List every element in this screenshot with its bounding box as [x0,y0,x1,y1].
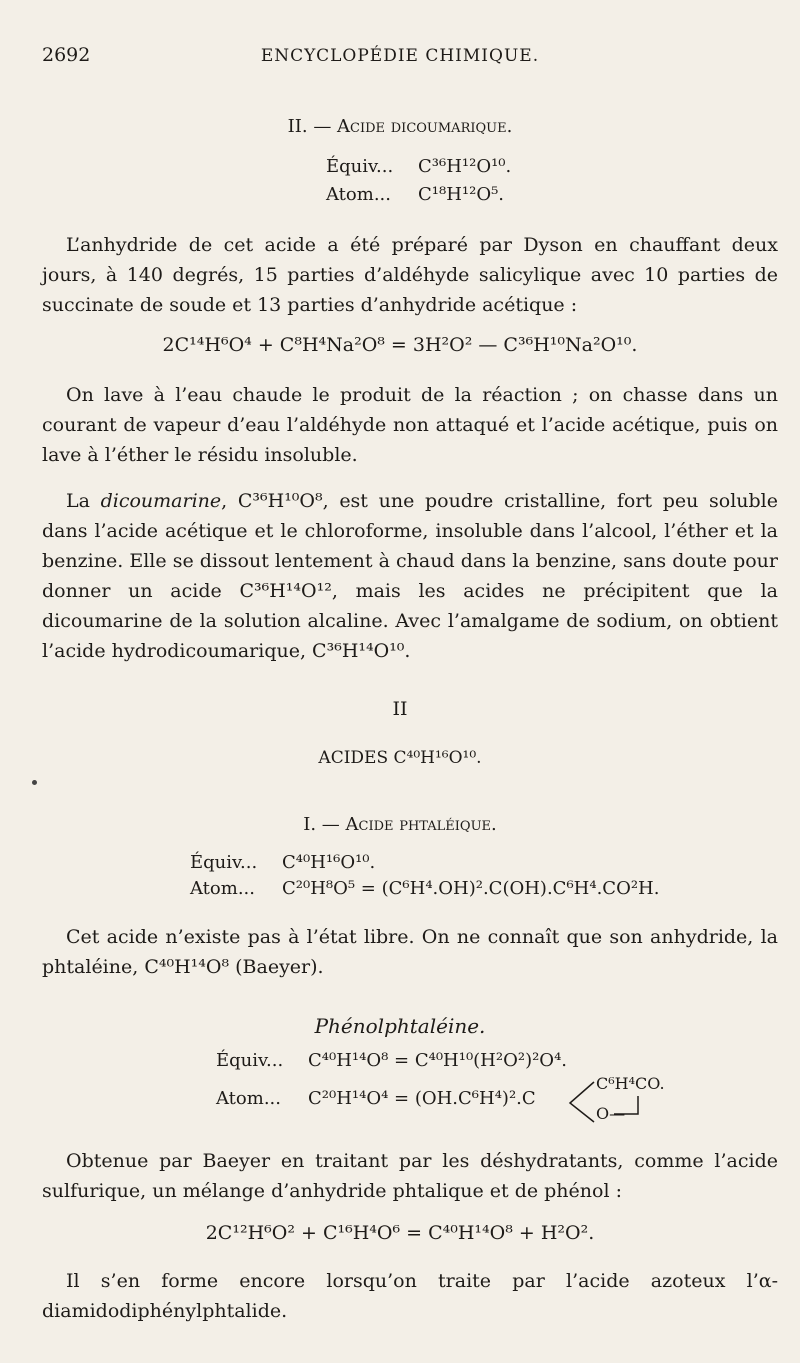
atom-label: Atom... [326,184,391,205]
ring-closure-line-icon [614,1094,642,1120]
branch-bracket-icon [566,1076,596,1126]
page-number: 2692 [42,44,91,66]
part-title: ACIDES C⁴⁰H¹⁶O¹⁰. [318,748,482,768]
equiv-label: Équiv... [216,1050,284,1071]
title-phenolphtaleine: Phénolphtaléine. [314,1014,486,1038]
paragraph-dyson: L’anhydride de cet acide a été préparé par Dyson en chauffant deux jours, à 140 degrés, 15 parties d’aldéhyde salicylique avec 10 parties de succinate de soude et 13 parties d’anhydride acétique : [42,234,778,316]
equiv-formula: C⁴⁰H¹⁶O¹⁰. [282,852,376,873]
paragraph-lavage: On lave à l’eau chaude le produit de la réaction ; on chasse dans un courant de vapeur d’eau l’aldéhyde non attaqué et l’acide acétique, puis on lave à l’éther le résidu insoluble. [42,384,778,466]
paragraph-diamido: Il s’en forme encore lorsqu’on traite par l’acide azoteux l’α-diamidodiphénylphtalide. [42,1270,778,1322]
branch-bottom: O— [596,1104,626,1123]
formula-block-phenolphtaleine [216,1050,567,1110]
formula-block-phtaleique [190,852,659,900]
atom-label: Atom... [216,1088,281,1109]
equation-2: 2C¹²H⁶O² + C¹⁶H⁴O⁶ = C⁴⁰H¹⁴O⁸ + H²O². [205,1222,595,1244]
formula-block-dicoumarique [326,156,511,206]
atom-formula: C²⁰H¹⁴O⁴ = (OH.C⁶H⁴)².C [308,1088,536,1109]
section-heading-phtaleique: I. — Acide phtaléique. [303,814,497,835]
equiv-formula: C⁴⁰H¹⁴O⁸ = C⁴⁰H¹⁰(H²O²)²O⁴. [308,1050,568,1071]
equiv-label: Équiv... [326,156,394,177]
equation-1: 2C¹⁴H⁶O⁴ + C⁸H⁴Na²O⁸ = 3H²O² — C³⁶H¹⁰Na²O¹⁰. [162,334,638,356]
paragraph-dicoumarine: La dicoumarine, C³⁶H¹⁰O⁸, est une poudre cristalline, fort peu soluble dans l’acide acétique et le chloroforme, insoluble dans l’alcool, l’éther et la benzine. Elle se dissout lentement à chaud dans la benzine, sans doute pour donner un acide C³⁶H¹⁴O¹², mais les acides ne précipitent que la dicoumarine de la solution alcaline. Avec l’amalgame de sodium, on obtient l’acide hydrodicoumarique, C³⁶H¹⁴O¹⁰. [42,490,779,662]
paragraph-baeyer: Obtenue par Baeyer en traitant par les déshydratants, comme l’acide sulfurique, un mélange d’anhydride phtalique et de phénol : [42,1150,778,1202]
equiv-label: Équiv... [190,852,258,873]
atom-formula: C²⁰H⁸O⁵ = (C⁶H⁴.OH)².C(OH).C⁶H⁴.CO²H. [282,878,660,899]
margin-dot [32,780,37,785]
equiv-formula: C³⁶H¹²O¹⁰. [418,156,512,177]
atom-formula: C¹⁸H¹²O⁵. [418,184,505,205]
paragraph-phtaleine: Cet acide n’existe pas à l’état libre. On ne connaît que son anhydride, la phtaléine, C⁴⁰H¹⁴O⁸ (Baeyer). [42,926,778,978]
branch-top: C⁶H⁴CO. [596,1074,665,1093]
term-dicoumarine: dicoumarine [100,490,222,512]
section-heading-dicoumarique: II. — Acide dicoumarique. [287,116,513,137]
running-title: ENCYCLOPÉDIE CHIMIQUE. [260,46,540,66]
atom-label: Atom... [190,878,255,899]
part-numeral: II [392,698,408,720]
